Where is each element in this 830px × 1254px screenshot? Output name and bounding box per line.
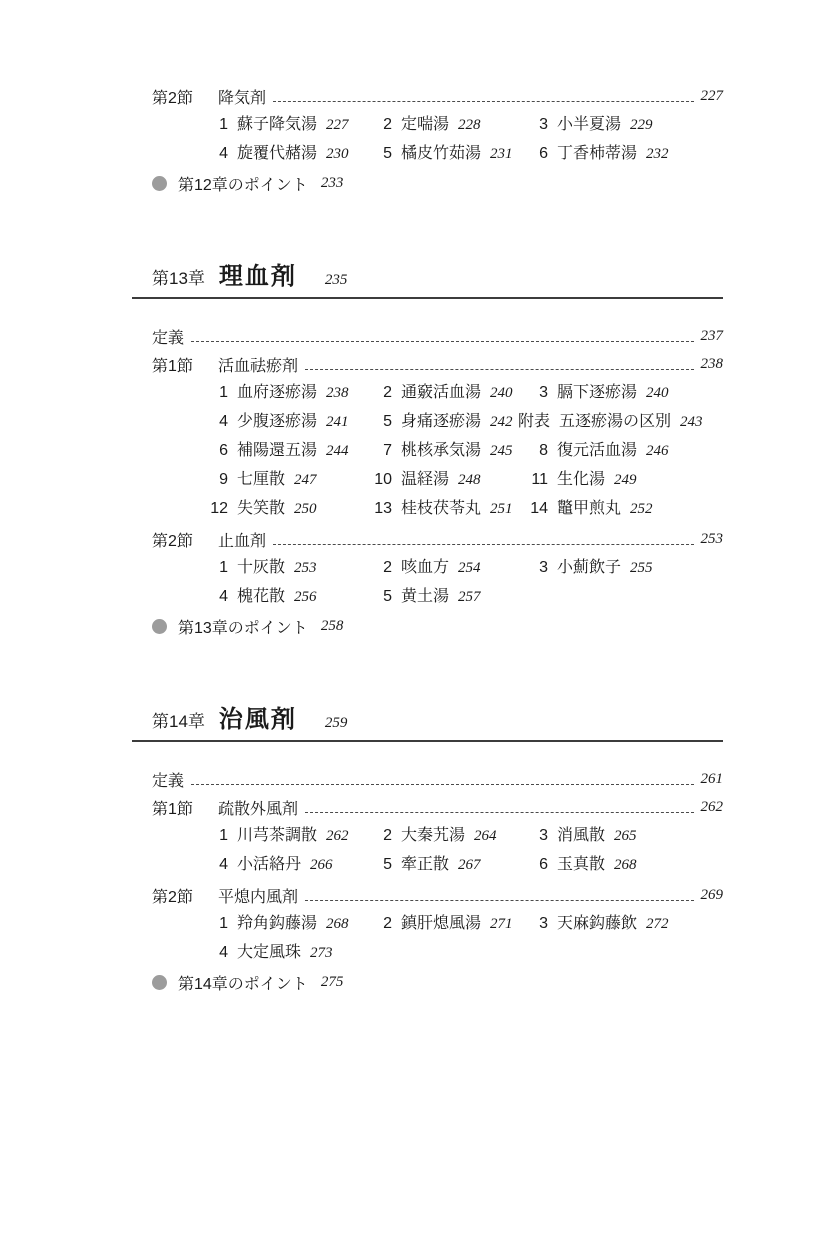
- item-name: 温経湯: [401, 471, 450, 488]
- section-line: [132, 793, 723, 821]
- formula-row: [198, 553, 723, 582]
- item-number: 2: [383, 559, 392, 576]
- bullet-icon: [152, 619, 167, 634]
- item-name: 黄土湯: [401, 588, 450, 605]
- definition-line: [132, 322, 723, 350]
- item-page-number: 246: [646, 443, 669, 459]
- toc-page: [132, 82, 723, 997]
- toc-item: [518, 553, 723, 582]
- section-title: 疏散外風剤: [218, 800, 299, 818]
- section-title: 降気剤: [218, 89, 267, 107]
- item-name: 復元活血湯: [557, 442, 638, 459]
- item-number: 1: [219, 116, 228, 133]
- item-page-number: 227: [326, 117, 349, 133]
- item-name: 桂枝茯苓丸: [401, 500, 482, 517]
- item-number: 9: [219, 471, 228, 488]
- formula-row: [198, 465, 723, 494]
- toc-item: [362, 821, 518, 850]
- points-label: 第12章のポイント: [178, 176, 308, 194]
- item-number: 1: [219, 384, 228, 401]
- item-name: 血府逐瘀湯: [237, 384, 318, 401]
- item-page-number: 240: [490, 385, 513, 401]
- bullet-icon: [152, 176, 167, 191]
- formula-row: [198, 850, 723, 879]
- item-number: 5: [383, 413, 392, 430]
- formula-row: [198, 407, 723, 436]
- item-number: 4: [219, 856, 228, 873]
- item-name: 生化湯: [557, 471, 606, 488]
- dotted-leader: [305, 890, 693, 901]
- item-number: 3: [539, 559, 548, 576]
- chapter-number: 第13章: [152, 269, 205, 288]
- item-page-number: 255: [630, 560, 653, 576]
- item-number: 8: [539, 442, 548, 459]
- item-page-number: 250: [294, 501, 317, 517]
- item-number: 4: [219, 413, 228, 430]
- item-page-number: 253: [294, 560, 317, 576]
- item-number: 3: [539, 116, 548, 133]
- item-name: 玉真散: [557, 856, 606, 873]
- item-page-number: 243: [680, 414, 703, 430]
- dotted-leader: [191, 331, 693, 342]
- definition-page-number: 237: [700, 327, 723, 344]
- toc-item: [362, 850, 518, 879]
- item-name: 定喘湯: [401, 116, 450, 133]
- item-name: 膈下逐瘀湯: [557, 384, 638, 401]
- item-number: 12: [210, 500, 228, 517]
- definition-line: [132, 765, 723, 793]
- item-page-number: 256: [294, 589, 317, 605]
- item-name: 消風散: [557, 827, 606, 844]
- toc-item: [518, 378, 723, 407]
- dotted-leader: [273, 91, 693, 102]
- section-line: [132, 525, 723, 553]
- item-name: 大秦艽湯: [401, 827, 466, 844]
- item-page-number: 266: [310, 857, 333, 873]
- item-page-number: 231: [490, 146, 513, 162]
- item-page-number: 242: [490, 414, 513, 430]
- section-line: [132, 881, 723, 909]
- formula-row: [198, 821, 723, 850]
- item-name: 通竅活血湯: [401, 384, 482, 401]
- toc-item: [518, 850, 723, 879]
- chapter-points-line: [132, 611, 723, 641]
- item-number: 6: [539, 145, 548, 162]
- item-name: 大定風珠: [237, 944, 302, 961]
- item-page-number: 247: [294, 472, 317, 488]
- item-page-number: 268: [614, 857, 637, 873]
- toc-item: [198, 850, 362, 879]
- item-name: 羚角鈎藤湯: [237, 915, 318, 932]
- toc-item: [198, 465, 362, 494]
- toc-item: [198, 494, 362, 523]
- item-name: 七厘散: [237, 471, 286, 488]
- dotted-leader: [273, 534, 693, 545]
- item-name: 補陽還五湯: [237, 442, 318, 459]
- chapter-page-number: 235: [324, 272, 348, 288]
- toc-item: [518, 407, 723, 436]
- toc-item: [198, 407, 362, 436]
- section-title: 止血剤: [218, 532, 267, 550]
- item-name: 十灰散: [237, 559, 286, 576]
- toc-item: [518, 465, 723, 494]
- section-page-number: 238: [700, 355, 723, 372]
- item-number: 4: [219, 145, 228, 162]
- item-page-number: 271: [490, 916, 513, 932]
- chapter-points-line: [132, 967, 723, 997]
- section-line: [132, 82, 723, 110]
- points-page-number: 258: [320, 617, 344, 634]
- toc-item: [362, 436, 518, 465]
- item-page-number: 248: [458, 472, 481, 488]
- toc-item: [362, 378, 518, 407]
- toc-item: [198, 378, 362, 407]
- item-number: 2: [383, 116, 392, 133]
- item-number: 5: [383, 145, 392, 162]
- formula-row: [198, 378, 723, 407]
- item-page-number: 232: [646, 146, 669, 162]
- definition-label: 定義: [152, 772, 185, 790]
- item-name: 桃核承気湯: [401, 442, 482, 459]
- item-name: 咳血方: [401, 559, 450, 576]
- item-name: 槐花散: [237, 588, 286, 605]
- chapter-points-line: [132, 168, 723, 198]
- item-number: 2: [383, 384, 392, 401]
- item-page-number: 244: [326, 443, 349, 459]
- toc-item: [362, 110, 518, 139]
- definition-label: 定義: [152, 329, 185, 347]
- item-number: 3: [539, 384, 548, 401]
- toc-item: [198, 938, 362, 967]
- points-page-number: 233: [320, 174, 344, 191]
- item-name: 失笑散: [237, 500, 286, 517]
- formula-row: [198, 582, 723, 611]
- toc-item: [198, 436, 362, 465]
- item-number: 1: [219, 827, 228, 844]
- bullet-icon: [152, 975, 167, 990]
- toc-item: [362, 494, 518, 523]
- item-name: 蘇子降気湯: [237, 116, 318, 133]
- section-page-number: 269: [700, 886, 723, 903]
- section-page-number: 253: [700, 530, 723, 547]
- section-label: 第1節: [152, 800, 193, 818]
- toc-item: [362, 139, 518, 168]
- item-page-number: 245: [490, 443, 513, 459]
- toc-item: [518, 821, 723, 850]
- item-page-number: 268: [326, 916, 349, 932]
- item-number: 4: [219, 944, 228, 961]
- item-name: 天麻鈎藤飲: [557, 915, 638, 932]
- item-number: 2: [383, 915, 392, 932]
- item-name: 小半夏湯: [557, 116, 622, 133]
- item-number: 5: [383, 856, 392, 873]
- item-number: 10: [374, 471, 392, 488]
- formula-row: [198, 436, 723, 465]
- toc-item: [198, 553, 362, 582]
- item-page-number: 257: [458, 589, 481, 605]
- item-page-number: 264: [474, 828, 497, 844]
- item-name: 鼈甲煎丸: [557, 500, 622, 517]
- item-page-number: 254: [458, 560, 481, 576]
- chapter-heading: [132, 256, 723, 299]
- toc-item: [198, 139, 362, 168]
- toc-item: [362, 582, 518, 611]
- toc-item: [362, 407, 518, 436]
- section-label: 第2節: [152, 89, 193, 107]
- toc-item: [198, 582, 362, 611]
- item-page-number: 272: [646, 916, 669, 932]
- item-number: 14: [530, 500, 548, 517]
- item-name: 丁香柿蒂湯: [557, 145, 638, 162]
- toc-item: [362, 553, 518, 582]
- item-page-number: 229: [630, 117, 653, 133]
- item-page-number: 249: [614, 472, 637, 488]
- toc-item: [518, 909, 723, 938]
- formula-row: [198, 110, 723, 139]
- chapter-page-number: 259: [324, 715, 348, 731]
- toc-item: [518, 436, 723, 465]
- toc-item: [518, 494, 723, 523]
- section-title: 活血祛瘀剤: [218, 357, 299, 375]
- toc-item: [518, 139, 723, 168]
- item-page-number: 273: [310, 945, 333, 961]
- item-number: 11: [531, 471, 548, 488]
- chapter-heading: [132, 699, 723, 742]
- item-name: 小薊飲子: [557, 559, 622, 576]
- item-number: 2: [383, 827, 392, 844]
- chapter-number: 第14章: [152, 712, 205, 731]
- item-number: 5: [383, 588, 392, 605]
- section-label: 第2節: [152, 888, 193, 906]
- item-number: 7: [383, 442, 392, 459]
- item-name: 鎮肝熄風湯: [401, 915, 482, 932]
- toc-item: [362, 465, 518, 494]
- toc-item: [198, 909, 362, 938]
- points-label: 第13章のポイント: [178, 619, 308, 637]
- chapter-title: 理血剤: [218, 264, 297, 290]
- item-page-number: 230: [326, 146, 349, 162]
- item-name: 川芎茶調散: [237, 827, 318, 844]
- item-number: 3: [539, 827, 548, 844]
- section-line: [132, 350, 723, 378]
- dotted-leader: [191, 774, 693, 785]
- points-label: 第14章のポイント: [178, 975, 308, 993]
- definition-page-number: 261: [700, 770, 723, 787]
- item-number: 13: [374, 500, 392, 517]
- item-number: 6: [219, 442, 228, 459]
- item-page-number: 267: [458, 857, 481, 873]
- points-page-number: 275: [320, 973, 344, 990]
- item-number: 3: [539, 915, 548, 932]
- item-page-number: 251: [490, 501, 513, 517]
- item-name: 小活絡丹: [237, 856, 302, 873]
- chapter-title: 治風剤: [218, 707, 297, 733]
- formula-row: [198, 909, 723, 938]
- item-name: 身痛逐瘀湯: [401, 413, 482, 430]
- toc-item: [518, 110, 723, 139]
- formula-row: [198, 494, 723, 523]
- item-name: 牽正散: [401, 856, 450, 873]
- toc-item: [198, 110, 362, 139]
- item-page-number: 238: [326, 385, 349, 401]
- item-number: 1: [219, 915, 228, 932]
- item-page-number: 265: [614, 828, 637, 844]
- item-page-number: 262: [326, 828, 349, 844]
- item-page-number: 228: [458, 117, 481, 133]
- item-number: 6: [539, 856, 548, 873]
- dotted-leader: [305, 802, 693, 813]
- toc-item: [198, 821, 362, 850]
- dotted-leader: [305, 359, 693, 370]
- toc-item: [362, 909, 518, 938]
- item-number: 4: [219, 588, 228, 605]
- section-title: 平熄内風剤: [218, 888, 299, 906]
- section-page-number: 227: [700, 87, 723, 104]
- section-label: 第1節: [152, 357, 193, 375]
- formula-row: [198, 938, 723, 967]
- section-page-number: 262: [700, 798, 723, 815]
- item-page-number: 240: [646, 385, 669, 401]
- section-label: 第2節: [152, 532, 193, 550]
- item-name: 少腹逐瘀湯: [237, 413, 318, 430]
- item-number: 附表: [518, 413, 551, 430]
- item-name: 旋覆代赭湯: [237, 145, 318, 162]
- item-name: 五逐瘀湯の区別: [559, 413, 672, 430]
- item-page-number: 241: [326, 414, 349, 430]
- item-number: 1: [219, 559, 228, 576]
- item-page-number: 252: [630, 501, 653, 517]
- formula-row: [198, 139, 723, 168]
- item-name: 橘皮竹茹湯: [401, 145, 482, 162]
